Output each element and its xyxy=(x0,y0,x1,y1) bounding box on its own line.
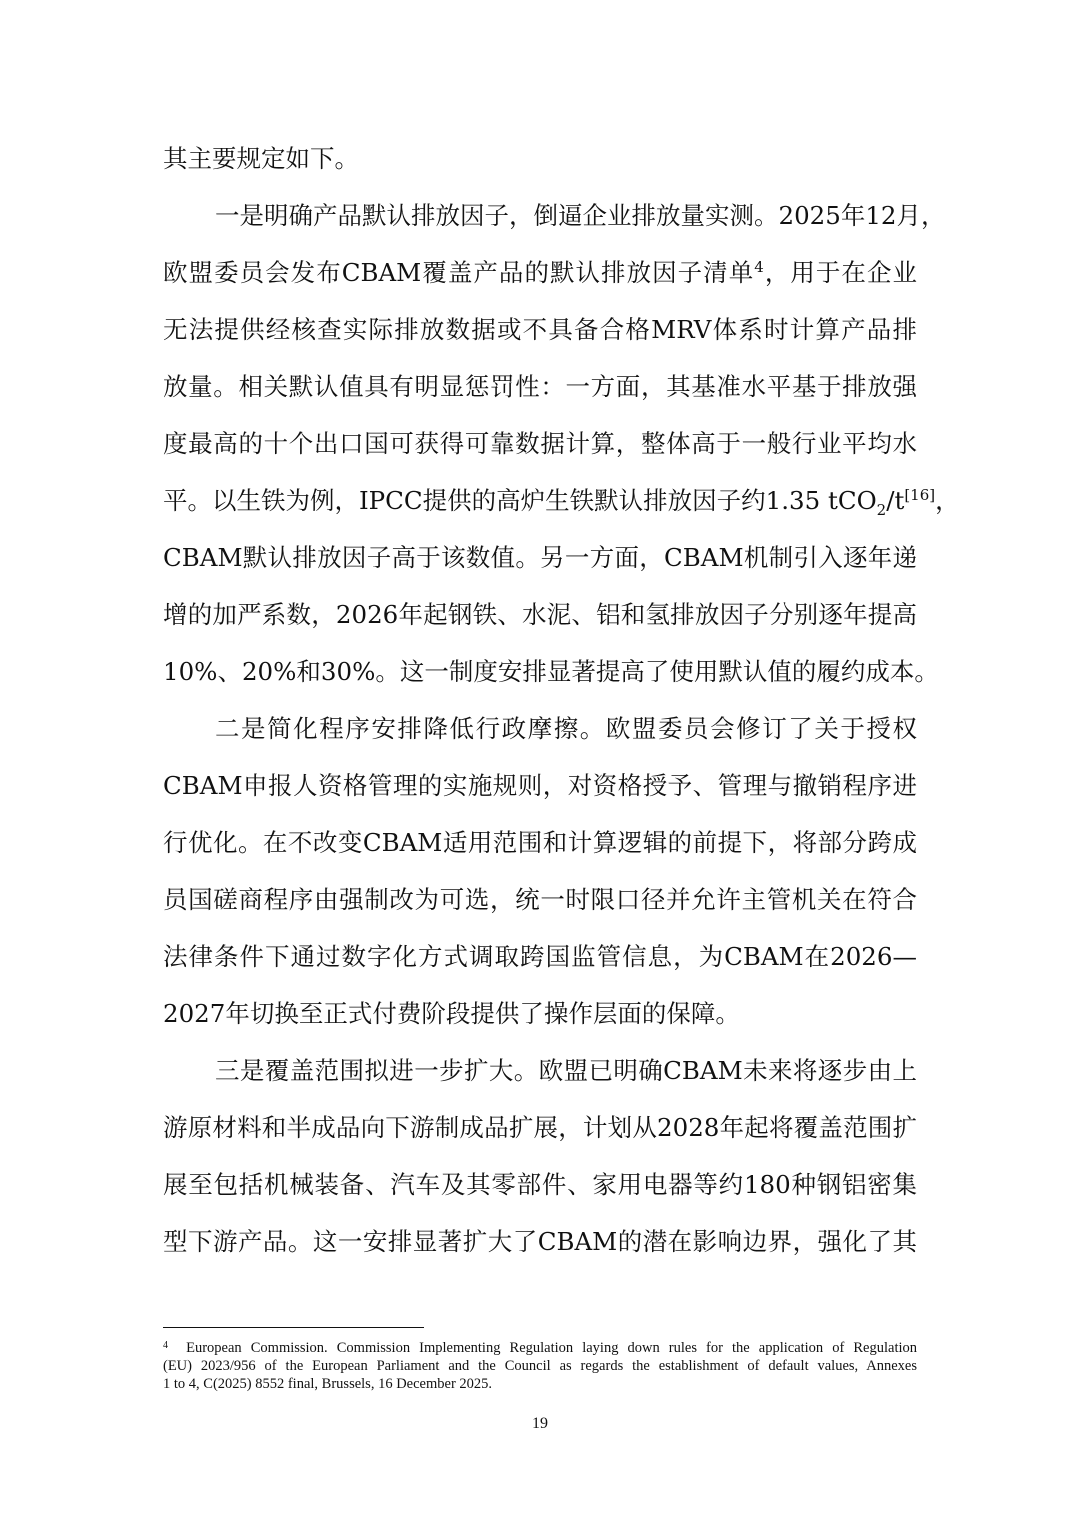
paragraph-line: 欧盟委员会发布CBAM覆盖产品的默认排放因子清单$^4$，用于在企业 xyxy=(163,257,918,287)
paragraph-line: 型下游产品。这一安排显著扩大了CBAM的潜在影响边界，强化了其 xyxy=(163,1227,917,1256)
citation-reference[interactable]: [16] xyxy=(904,485,936,504)
paragraph-line: 行优化。在不改变CBAM适用范围和计算逻辑的前提下，将部分跨成 xyxy=(163,828,917,857)
paragraph-line: 其主要规定如下。 xyxy=(163,144,359,173)
paragraph-line: 增的加严系数，2026年起钢铁、水泥、铝和氢排放因子分别逐年提高 xyxy=(163,600,917,629)
footnote-separator xyxy=(163,1327,424,1328)
footnote-mark: 4 xyxy=(163,1340,168,1351)
paragraph-line: 无法提供经核查实际排放数据或不具备合格MRV体系时计算产品排 xyxy=(163,315,917,344)
paragraph-line: 展至包括机械装备、汽车及其零部件、家用电器等约180种钢铝密集 xyxy=(163,1170,917,1199)
footnote-line: 1 to 4, C(2025) 8552 final, Brussels, 16 December 2025. xyxy=(163,1376,493,1392)
paragraph-line: 三是覆盖范围拟进一步扩大。欧盟已明确CBAM未来将逐步由上 xyxy=(215,1056,917,1085)
paragraph-line: CBAM默认排放因子高于该数值。另一方面，CBAM机制引入逐年递 xyxy=(163,543,917,572)
footnote-reference[interactable]: 4 xyxy=(754,257,764,276)
footnote-line: (EU) 2023/956 of the European Parliament and the Council as regards the establishment of default values, Annexes xyxy=(163,1358,917,1374)
paragraph-line: 放量。相关默认值具有明显惩罚性：一方面，其基准水平基于排放强 xyxy=(163,372,917,401)
footnote-line: $^4$ European Commission. Commission Implementing Regulation laying down rules for the application of Regulation xyxy=(163,1340,918,1356)
paragraph-line: 度最高的十个出口国可获得可靠数据计算，整体高于一般行业平均水 xyxy=(163,429,917,458)
paragraph-line: 10%、20%和30%。这一制度安排显著提高了使用默认值的履约成本。 xyxy=(163,657,939,686)
paragraph-line: CBAM申报人资格管理的实施规则，对资格授予、管理与撤销程序进 xyxy=(163,771,917,800)
paragraph-line: 员国磋商程序由强制改为可选，统一时限口径并允许主管机关在符合 xyxy=(163,885,917,914)
subscript-2: 2 xyxy=(876,500,887,519)
paragraph-line: 法律条件下通过数字化方式调取跨国监管信息，为CBAM在2026— xyxy=(163,942,917,971)
paragraph-line: 一是明确产品默认排放因子，倒逼企业排放量实测。2025年12月， xyxy=(215,201,946,230)
paragraph-line: 二是简化程序安排降低行政摩擦。欧盟委员会修订了关于授权 xyxy=(215,714,917,743)
paragraph-line: 游原材料和半成品向下游制成品扩展，计划从2028年起将覆盖范围扩 xyxy=(163,1113,917,1142)
paragraph-line: 平。以生铁为例，IPCC提供的高炉生铁默认排放因子约1.35 tCO$_2$/t[16]， xyxy=(163,485,960,519)
page-number: 19 xyxy=(532,1415,548,1432)
paragraph-line: 2027年切换至正式付费阶段提供了操作层面的保障。 xyxy=(163,999,740,1028)
